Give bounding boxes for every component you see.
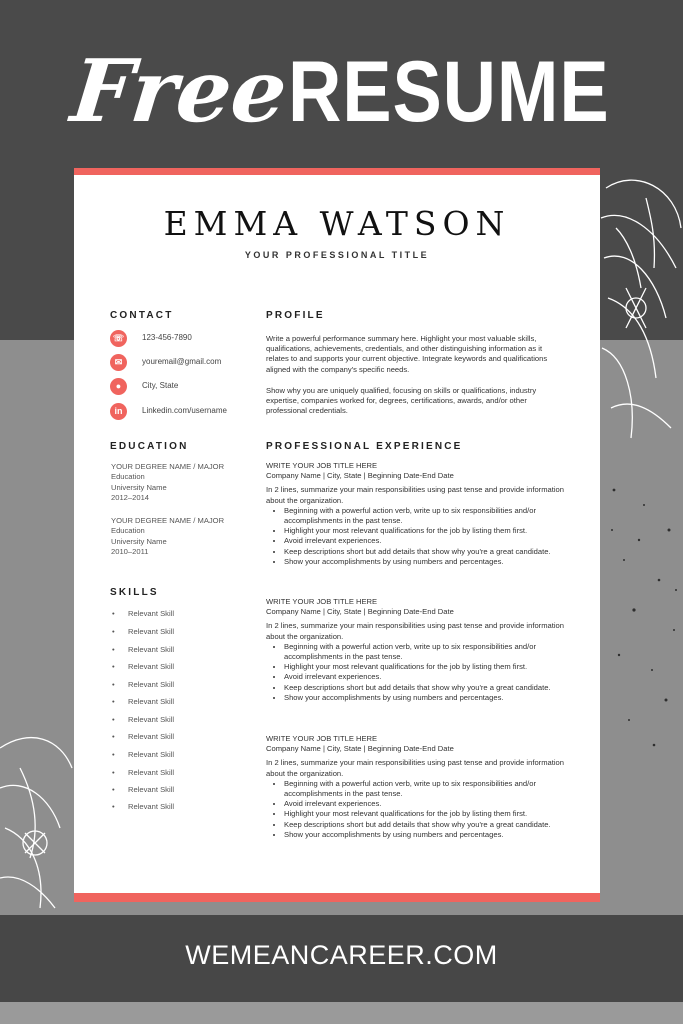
linkedin-icon: in [110,403,127,420]
accent-bar-bottom [74,893,600,902]
skill-label: Relevant Skill [128,627,175,636]
contact-linkedin-text: Linkedin.com/username [142,406,227,415]
skill-item: • Relevant Skill [112,715,175,724]
skill-label: Relevant Skill [128,785,175,794]
skill-item: • Relevant Skill [112,645,175,654]
education-item [111,462,224,503]
education-field: Education [111,472,145,482]
resume-page [74,168,600,902]
skill-label: Relevant Skill [128,802,175,811]
experience-heading: PROFESSIONAL EXPERIENCE [266,441,463,452]
location-icon: ● [110,378,127,395]
profile-paragraph: Write a powerful performance summary here. Highlight your most valuable skills, qualifications, achievements, credentials, and other distinguishing information as it relates to and supports your current objective. Integrate keywords and qualifications aligned with the company's specific needs. [266,334,548,374]
job-bullet: • Show your accomplishments by using numbers and percentages. [284,830,566,840]
skill-label: Relevant Skill [128,680,175,689]
skills-heading: SKILLS [110,587,159,598]
skill-label: Relevant Skill [128,732,175,741]
floral-illustration-right-icon [596,168,683,458]
skill-label: Relevant Skill [128,662,175,671]
footer-website-link[interactable]: WEMEANCAREER.COM [185,940,498,970]
job-title: WRITE YOUR JOB TITLE HERE [266,461,378,470]
email-icon: ✉ [110,354,127,371]
floral-illustration-left-icon [0,708,74,913]
job-entry [266,461,566,567]
education-heading: EDUCATION [110,441,189,452]
contact-location-text: City, State [142,381,179,390]
job-entry [266,597,566,703]
job-bullets [266,506,566,567]
skill-label: Relevant Skill [128,645,175,654]
job-bullet: • Keep descriptions short but add details that show why you're a great candidate. [284,820,566,830]
job-bullet: • Beginning with a powerful action verb, write up to six responsibilities and/or accomplishments in the past tense. [284,642,566,662]
resume-professional-title: YOUR PROFESSIONAL TITLE [244,250,430,260]
job-bullet: • Keep descriptions short but add details that show why you're a great candidate. [284,683,566,693]
job-company: Company Name | City, State | Beginning Date-End Date [266,744,454,754]
banner-resume-text: RESUME [288,44,610,140]
contact-email-text: youremail@gmail.com [142,357,222,366]
phone-icon: ☏ [110,330,127,347]
resume-name: EMMA WATSON [163,204,511,243]
job-bullet: • Highlight your most relevant qualifications for the job by listing them first. [284,526,566,536]
education-degree: YOUR DEGREE NAME / MAJOR [111,462,225,471]
skill-item: • Relevant Skill [112,609,175,618]
job-bullet: • Beginning with a powerful action verb, write up to six responsibilities and/or accomplishments in the past tense. [284,779,566,799]
education-field: Education [111,526,145,536]
education-years: 2010–2011 [111,546,149,556]
job-bullet: • Show your accomplishments by using numbers and percentages. [284,557,566,567]
job-bullet: • Avoid irrelevant experiences. [284,672,566,682]
skill-item: • Relevant Skill [112,732,175,741]
skill-label: Relevant Skill [128,609,175,618]
job-title: WRITE YOUR JOB TITLE HERE [266,734,378,743]
skill-item: • Relevant Skill [112,785,175,794]
profile-paragraph: Show why you are uniquely qualified, focusing on skills or qualifications, industry expertise, companies worked for, degrees, certifications, awards, and/or other professional credentials. [266,386,537,416]
skill-item: • Relevant Skill [112,750,175,759]
profile-heading: PROFILE [266,310,325,321]
contact-phone-text: 123-456-7890 [142,333,192,342]
banner-free-text: Free [66,41,292,142]
background-strip [0,1002,683,1024]
skill-label: Relevant Skill [128,715,175,724]
job-bullets [266,642,566,703]
job-entry [266,734,566,840]
job-bullet: • Avoid irrelevant experiences. [284,536,566,546]
job-summary: In 2 lines, summarize your main responsibilities using past tense and provide information about the organization. [266,485,564,505]
skill-item: • Relevant Skill [112,802,175,811]
job-company: Company Name | City, State | Beginning Date-End Date [266,471,454,481]
job-bullets [266,779,566,840]
skill-label: Relevant Skill [128,750,175,759]
skill-item: • Relevant Skill [112,680,175,689]
education-years: 2012–2014 [111,492,150,502]
skill-item: • Relevant Skill [112,768,175,777]
job-summary: In 2 lines, summarize your main responsibilities using past tense and provide information about the organization. [266,758,564,778]
job-bullet: • Show your accomplishments by using numbers and percentages. [284,693,566,703]
education-school: University Name [111,536,167,546]
speckle-pattern-icon [604,470,683,770]
education-degree: YOUR DEGREE NAME / MAJOR [111,516,225,525]
job-bullet: • Keep descriptions short but add details that show why you're a great candidate. [284,547,566,557]
accent-bar-top [74,168,600,175]
skill-label: Relevant Skill [128,697,175,706]
skill-item: • Relevant Skill [112,627,175,636]
job-bullet: • Avoid irrelevant experiences. [284,799,566,809]
job-company: Company Name | City, State | Beginning Date-End Date [266,607,454,617]
education-school: University Name [111,482,167,492]
education-item [111,516,224,557]
banner-headline [0,42,683,142]
job-summary: In 2 lines, summarize your main responsibilities using past tense and provide information about the organization. [266,621,564,641]
skill-item: • Relevant Skill [112,697,175,706]
job-bullet: • Beginning with a powerful action verb, write up to six responsibilities and/or accomplishments in the past tense. [284,506,566,526]
skill-item: • Relevant Skill [112,662,175,671]
skill-label: Relevant Skill [128,768,175,777]
job-bullet: • Highlight your most relevant qualifications for the job by listing them first. [284,662,566,672]
job-title: WRITE YOUR JOB TITLE HERE [266,597,378,606]
job-bullet: • Highlight your most relevant qualifications for the job by listing them first. [284,809,566,819]
contact-heading: CONTACT [110,310,174,321]
